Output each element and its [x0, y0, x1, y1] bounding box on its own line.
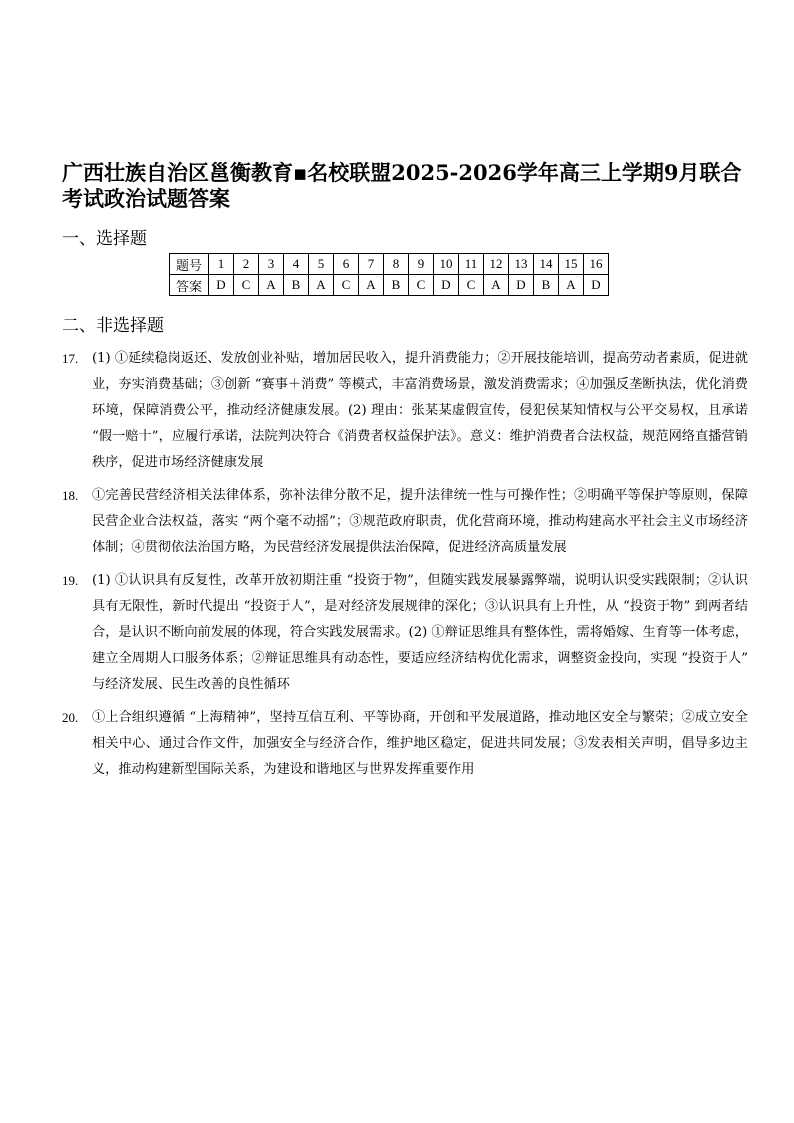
- question-number-cell: 6: [334, 254, 359, 275]
- question-number-cell: 5: [309, 254, 334, 275]
- question-number-cell: 9: [409, 254, 434, 275]
- answer-cell: C: [334, 275, 359, 296]
- row-label-question: 题号: [170, 254, 209, 275]
- answer-cell: B: [534, 275, 559, 296]
- page-title: 广西壮族自治区邕衡教育▪名校联盟2025-2026学年高三上学期9月联合考试政治试题答案: [62, 160, 742, 211]
- row-label-answer: 答案: [170, 275, 209, 296]
- question-number: 18.: [62, 488, 79, 503]
- answer-cell: D: [584, 275, 609, 296]
- section-heading-choice: 一、选择题: [62, 229, 147, 249]
- answer-text: ①完善民营经济相关法律体系，弥补法律分散不足，提升法律统一性与可操作性；②明确平等保护等原则，保障民营企业合法权益，落实 “两个毫不动摇”；③规范政府职责，优化营商环境，推动构建高水平社会主义市场经济体制；④贯彻依法治国方略，为民营经济发展提供法治保障，促进经济高质量发展: [92, 488, 748, 555]
- question-number-cell: 11: [459, 254, 484, 275]
- question-number-cell: 10: [434, 254, 459, 275]
- answer-item-17: [62, 346, 748, 476]
- question-number-cell: 1: [209, 254, 234, 275]
- answer-cell: A: [309, 275, 334, 296]
- question-number-row: [170, 254, 609, 275]
- question-number-cell: 16: [584, 254, 609, 275]
- question-number-cell: 2: [234, 254, 259, 275]
- answer-cell: B: [284, 275, 309, 296]
- question-number-cell: 7: [359, 254, 384, 275]
- answer-cell: C: [459, 275, 484, 296]
- question-number-cell: 8: [384, 254, 409, 275]
- answer-cell: D: [209, 275, 234, 296]
- answer-cell: D: [509, 275, 534, 296]
- answer-row: [170, 275, 609, 296]
- question-number-cell: 14: [534, 254, 559, 275]
- question-number: 19.: [62, 573, 79, 588]
- answer-cell: A: [359, 275, 384, 296]
- answer-cell: D: [434, 275, 459, 296]
- question-number-cell: 13: [509, 254, 534, 275]
- answer-cell: B: [384, 275, 409, 296]
- section-heading-nonchoice: 二、非选择题: [62, 316, 164, 336]
- answer-list: [62, 346, 748, 790]
- question-number-cell: 15: [559, 254, 584, 275]
- answer-cell: A: [484, 275, 509, 296]
- answer-cell: A: [259, 275, 284, 296]
- answer-item-18: [62, 483, 748, 561]
- answer-text: ①上合组织遵循 “上海精神”，坚持互信互利、平等协商，开创和平发展道路，推动地区安全与繁荣；②成立安全相关中心、通过合作文件，加强安全与经济合作，维护地区稳定，促进共同发展；③发表相关声明，倡导多边主义，推动构建新型国际关系，为建设和谐地区与世界发挥重要作用: [92, 710, 748, 777]
- answer-cell: C: [409, 275, 434, 296]
- question-number-cell: 12: [484, 254, 509, 275]
- answer-item-19: [62, 568, 748, 698]
- answer-text: (1) ①延续稳岗返还、发放创业补贴，增加居民收入，提升消费能力；②开展技能培训，提高劳动者素质，促进就业，夯实消费基础；③创新 “赛事＋消费” 等模式，丰富消费场景，激发消费需求；④加强反垄断执法，优化消费环境，保障消费公平，推动经济健康发展。(2) 理由：张某某虚假宣传，侵犯侯某知情权与公平交易权，且承诺 “假一赔十”，应履行承诺，法院判决符合《消费者权益保护法》。意义：维护消费者合法权益，规范网络直播营销秩序，促进市场经济健康发展: [92, 351, 748, 470]
- answer-item-20: [62, 705, 748, 783]
- question-number-cell: 4: [284, 254, 309, 275]
- answer-cell: A: [559, 275, 584, 296]
- answer-cell: C: [234, 275, 259, 296]
- question-number-cell: 3: [259, 254, 284, 275]
- question-number: 20.: [62, 710, 79, 725]
- answer-table: [169, 253, 609, 296]
- answer-text: (1) ①认识具有反复性，改革开放初期注重 “投资于物”，但随实践发展暴露弊端，说明认识受实践限制；②认识具有无限性，新时代提出 “投资于人”，是对经济发展规律的深化；③认识具有上升性，从 “投资于物” 到两者结合，是认识不断向前发展的体现，符合实践发展需求。(2) ①辩证思维具有整体性，需将婚嫁、生育等一体考虑，建立全周期人口服务体系；②辩证思维具有动态性，要适应经济结构优化需求，调整资金投向，实现 “投资于人” 与经济发展、民生改善的良性循环: [92, 573, 748, 692]
- question-number: 17.: [62, 351, 79, 366]
